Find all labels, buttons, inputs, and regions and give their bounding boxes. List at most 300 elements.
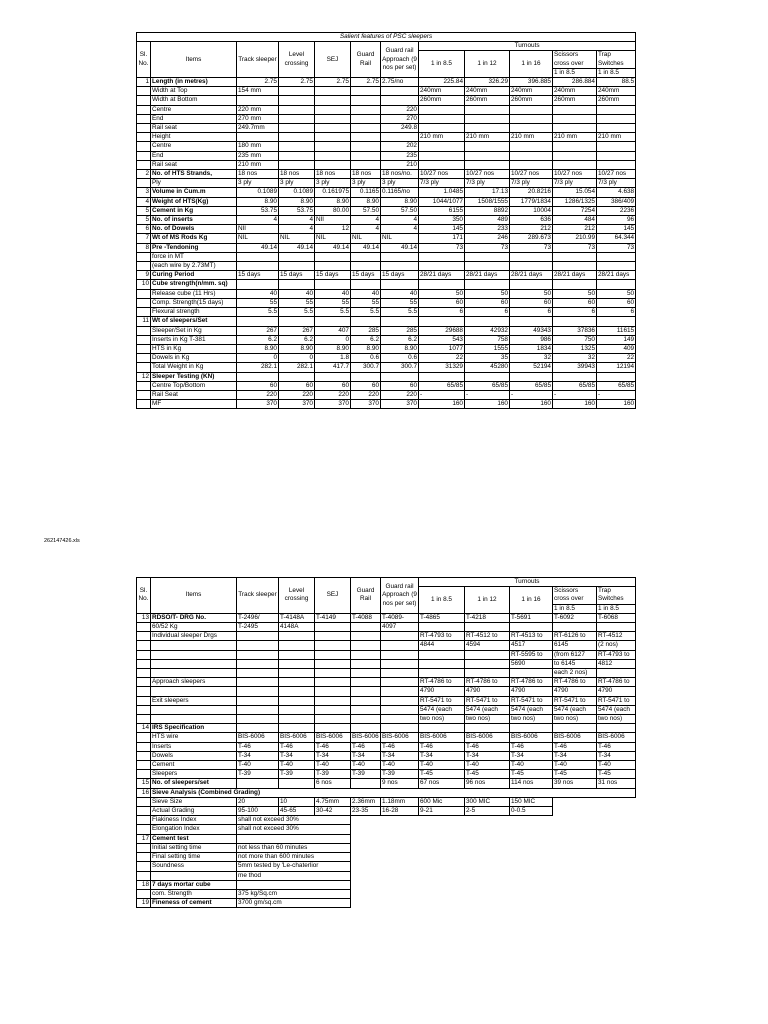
- row-number: [137, 687, 151, 696]
- table-cell: NIL: [351, 234, 381, 243]
- table-cell: 267: [279, 326, 315, 335]
- table-cell: T-45: [510, 770, 553, 779]
- table-cell: 57.50: [351, 206, 381, 215]
- table-cell: T-4149: [315, 613, 351, 622]
- table-cell: 4790: [553, 687, 597, 696]
- table-row: [137, 372, 636, 381]
- table-cell: [351, 105, 381, 114]
- row-item-label: Exit sleepers: [151, 696, 237, 705]
- table-cell: 8.90: [351, 344, 381, 353]
- table-cell: 49.14: [381, 243, 419, 252]
- header-guard-rail-approach: Guard rail Approach (9 nos per set): [381, 578, 419, 614]
- table-cell: [315, 105, 351, 114]
- header-trap-switches: Trap Switches: [597, 587, 636, 604]
- header-scissors-sub: 1 in 8.5: [553, 604, 597, 613]
- table-cell: [279, 252, 315, 261]
- table-cell: 40: [237, 289, 279, 298]
- table-cell: T-39: [381, 770, 419, 779]
- table-cell: [597, 160, 636, 169]
- header-track-sleeper: Track sleeper: [237, 42, 279, 78]
- table-cell: 220: [381, 390, 419, 399]
- table-cell: T-46: [237, 742, 279, 751]
- table-cell: 260mm: [465, 96, 510, 105]
- table-cell: 49343: [510, 326, 553, 335]
- table-cell: [351, 262, 381, 271]
- table-cell: 386/409: [597, 197, 636, 206]
- header-sej: SEJ: [315, 578, 351, 614]
- table-cell: T-4089-: [381, 613, 419, 622]
- table-cell: [351, 623, 381, 632]
- table-cell: 758: [465, 335, 510, 344]
- row-number: [137, 797, 151, 806]
- table-cell: T-39: [237, 770, 279, 779]
- row-item-label: [151, 871, 237, 880]
- row-number: [137, 96, 151, 105]
- table-row: [137, 197, 636, 206]
- row-number: [137, 114, 151, 123]
- table-cell: [597, 669, 636, 678]
- table-cell: 12194: [597, 363, 636, 372]
- table-cell: T-40: [510, 761, 553, 770]
- table-cell: 8.90: [279, 197, 315, 206]
- table-cell: [279, 151, 315, 160]
- row-number: 13: [137, 613, 151, 622]
- table-cell: -: [419, 390, 465, 399]
- row-number: [137, 87, 151, 96]
- table-cell: [465, 252, 510, 261]
- table-cell: RT-5471 to: [553, 696, 597, 705]
- table-cell: [465, 669, 510, 678]
- table-cell: 0-0.5: [510, 807, 553, 816]
- row-item-label: MF: [151, 400, 237, 409]
- table-cell: [279, 262, 315, 271]
- table-cell: 50: [510, 289, 553, 298]
- row-item-label: Wt of sleepers/Set: [151, 317, 237, 326]
- table-2: [136, 577, 636, 908]
- table-cell: 286.884: [553, 78, 597, 87]
- table-cell: [351, 317, 381, 326]
- table-cell: [381, 372, 419, 381]
- table-cell: T-34: [237, 751, 279, 760]
- table-cell: 37836: [553, 326, 597, 335]
- table-cell: 28/21 days: [553, 271, 597, 280]
- table-cell: 225.84: [419, 78, 465, 87]
- table-cell: [419, 280, 465, 289]
- row-item-label: Height: [151, 133, 237, 142]
- table-cell: [597, 280, 636, 289]
- row-number: [137, 344, 151, 353]
- row-item-label: Wt of MS Rods Kg: [151, 234, 237, 243]
- table-row: [137, 724, 636, 733]
- row-item-label: No. of sleepers/set: [151, 779, 237, 788]
- table-cell: T-4865: [419, 613, 465, 622]
- table-cell: [351, 372, 381, 381]
- table-cell: [351, 632, 381, 641]
- table-cell: 8892: [465, 206, 510, 215]
- table-cell: 40: [381, 289, 419, 298]
- table-cell: 53.75: [279, 206, 315, 215]
- table-row: [137, 151, 636, 160]
- table-row: [137, 733, 636, 742]
- row-number: [137, 678, 151, 687]
- row-item-label: Weight of HTS(Kg): [151, 197, 237, 206]
- table-cell: [597, 317, 636, 326]
- table-cell: T-40: [279, 761, 315, 770]
- table-row: [137, 243, 636, 252]
- row-item-label: Comp. Strength(15 days): [151, 298, 237, 307]
- table-cell: [510, 151, 553, 160]
- table-row: [137, 400, 636, 409]
- table-cell: 4: [381, 225, 419, 234]
- header-trap-sub: 1 in 8.5: [597, 604, 636, 613]
- row-number: [137, 853, 151, 862]
- table-cell: 370: [237, 400, 279, 409]
- table-cell: NIL: [279, 234, 315, 243]
- row-number: [137, 871, 151, 880]
- empty-cell: [351, 889, 636, 898]
- table-cell: 65/85: [465, 381, 510, 390]
- table-cell: 370: [351, 400, 381, 409]
- table-cell: [553, 114, 597, 123]
- table-cell: 543: [419, 335, 465, 344]
- table-cell: T-40: [465, 761, 510, 770]
- table-cell: [510, 252, 553, 261]
- row-number: [137, 298, 151, 307]
- table-cell: [381, 687, 419, 696]
- salient-features-table: [136, 32, 635, 409]
- row-number: 19: [137, 899, 151, 908]
- table-cell: [351, 705, 381, 714]
- table-cell: [237, 133, 279, 142]
- table-cell: [553, 252, 597, 261]
- table-cell: 220 mm: [237, 105, 279, 114]
- header-1-in-16: 1 in 16: [510, 51, 553, 78]
- table-cell: [279, 632, 315, 641]
- row-item-label: Width at Bottom: [151, 96, 237, 105]
- table-cell: [279, 687, 315, 696]
- table-cell: [553, 372, 597, 381]
- table-cell: T-34: [381, 751, 419, 760]
- table-cell: 5.5: [279, 308, 315, 317]
- row-item-label: RDSO/T- DRG No.: [151, 613, 237, 622]
- table-cell: T-6068: [597, 613, 636, 622]
- table-cell: 57.50: [381, 206, 419, 215]
- table-cell: 73: [419, 243, 465, 252]
- table-cell: 409: [597, 344, 636, 353]
- table-cell: RT-4793 to: [419, 632, 465, 641]
- table-cell: 5mm tested by 'Le-chaterlior: [237, 862, 351, 871]
- table-cell: [315, 696, 351, 705]
- row-number: [137, 400, 151, 409]
- table-cell: T-2495: [237, 623, 279, 632]
- table-cell: T-40: [315, 761, 351, 770]
- table-cell: T-40: [419, 761, 465, 770]
- table-cell: [315, 623, 351, 632]
- table-cell: 0: [315, 335, 351, 344]
- empty-cell: [351, 880, 636, 889]
- table-row: [137, 696, 636, 705]
- header-1-in-8-5: 1 in 8.5: [419, 51, 465, 78]
- row-item-label: Elongation Index: [151, 825, 237, 834]
- table-cell: shall not exceed 30%: [237, 825, 351, 834]
- table-cell: [381, 650, 419, 659]
- table-cell: [315, 262, 351, 271]
- table-cell: 22: [419, 354, 465, 363]
- table-cell: 40: [279, 289, 315, 298]
- table-cell: 636: [510, 216, 553, 225]
- table-cell: 45-65: [279, 807, 315, 816]
- row-item-label: Cement: [151, 761, 237, 770]
- table-cell: BIS-6006: [510, 733, 553, 742]
- table-row: [137, 715, 636, 724]
- row-number: 6: [137, 225, 151, 234]
- table-row: [137, 761, 636, 770]
- header-guard-rail: Guard Rail: [351, 578, 381, 614]
- table-cell: NIL: [315, 234, 351, 243]
- row-item-label: Sieve Analysis (Combined Grading): [151, 788, 636, 797]
- table-cell: 4790: [465, 687, 510, 696]
- table-cell: -: [597, 390, 636, 399]
- table-cell: 6: [419, 308, 465, 317]
- table-cell: [279, 87, 315, 96]
- table-cell: [351, 724, 381, 733]
- table-cell: 1555: [465, 344, 510, 353]
- table-cell: 11615: [597, 326, 636, 335]
- row-number: 3: [137, 188, 151, 197]
- table-cell: 5474 (each: [510, 705, 553, 714]
- row-item-label: No. of Dowels: [151, 225, 237, 234]
- table-cell: 40: [351, 289, 381, 298]
- table-row: [137, 206, 636, 215]
- table-cell: [315, 133, 351, 142]
- table-cell: [381, 678, 419, 687]
- row-item-label: Dowels in Kg: [151, 354, 237, 363]
- table-cell: RT-5471 to: [465, 696, 510, 705]
- table-cell: [465, 114, 510, 123]
- table-cell: 10/27 nos: [465, 170, 510, 179]
- table-cell: [381, 133, 419, 142]
- empty-cell: [351, 825, 636, 834]
- table-cell: [279, 641, 315, 650]
- table-cell: T-4088: [351, 613, 381, 622]
- table-cell: [553, 124, 597, 133]
- table-cell: 10/27 nos: [419, 170, 465, 179]
- table-cell: 1325: [553, 344, 597, 353]
- table-cell: T-46: [553, 742, 597, 751]
- table-row: [137, 659, 636, 668]
- table-cell: 326.29: [465, 78, 510, 87]
- table-cell: 15 days: [237, 271, 279, 280]
- table-cell: [237, 252, 279, 261]
- table-row: [137, 650, 636, 659]
- table-cell: [419, 262, 465, 271]
- table-cell: 233: [465, 225, 510, 234]
- row-item-label: com. Strength: [151, 889, 237, 898]
- table-cell: 4790: [597, 687, 636, 696]
- table-cell: T-34: [351, 751, 381, 760]
- table-cell: 407: [315, 326, 351, 335]
- table-cell: 212: [553, 225, 597, 234]
- empty-cell: [351, 853, 636, 862]
- row-number: [137, 807, 151, 816]
- table-cell: [351, 252, 381, 261]
- row-item-label: Length (in metres): [151, 78, 237, 87]
- table-cell: 18 nos: [315, 170, 351, 179]
- table-cell: 220: [237, 390, 279, 399]
- header-items: Items: [151, 42, 237, 78]
- row-item-label: Centre: [151, 142, 237, 151]
- table-cell: 289.673: [510, 234, 553, 243]
- table-cell: 249.8: [381, 124, 419, 133]
- row-number: 14: [137, 724, 151, 733]
- table-cell: T-46: [351, 742, 381, 751]
- row-number: [137, 650, 151, 659]
- table-1-body: [137, 78, 636, 409]
- table-cell: 1834: [510, 344, 553, 353]
- table-cell: [381, 280, 419, 289]
- row-item-label: Curing Period: [151, 271, 237, 280]
- row-item-label: End: [151, 151, 237, 160]
- table-cell: [510, 372, 553, 381]
- table-cell: [419, 317, 465, 326]
- table-cell: 28/21 days: [419, 271, 465, 280]
- table-row: [137, 381, 636, 390]
- table-cell: [351, 124, 381, 133]
- table-cell: [315, 669, 351, 678]
- table-cell: BIS-6006: [553, 733, 597, 742]
- row-item-label: [151, 641, 237, 650]
- table-cell: 210 mm: [419, 133, 465, 142]
- table-cell: 65/85: [553, 381, 597, 390]
- table-cell: 4790: [510, 687, 553, 696]
- table-cell: 210 mm: [510, 133, 553, 142]
- table-cell: [315, 96, 351, 105]
- table-row: [137, 87, 636, 96]
- table-cell: [237, 641, 279, 650]
- table-cell: [279, 96, 315, 105]
- table-cell: T-45: [419, 770, 465, 779]
- table-cell: 350: [419, 216, 465, 225]
- table-cell: [351, 280, 381, 289]
- table-cell: [279, 715, 315, 724]
- table-cell: [597, 372, 636, 381]
- row-item-label: Volume in Cum.m: [151, 188, 237, 197]
- table-cell: T-40: [553, 761, 597, 770]
- table-cell: 15 days: [351, 271, 381, 280]
- table-cell: 49.14: [237, 243, 279, 252]
- table-cell: 180 mm: [237, 142, 279, 151]
- table-cell: 220: [381, 105, 419, 114]
- row-item-label: Inserts in Kg T-381: [151, 335, 237, 344]
- table-cell: 240mm: [597, 87, 636, 96]
- table-row: [137, 179, 636, 188]
- row-item-label: Soundness: [151, 862, 237, 871]
- table-cell: 88.5: [597, 78, 636, 87]
- table-cell: T-40: [237, 761, 279, 770]
- table-cell: 160: [510, 400, 553, 409]
- table-cell: [553, 142, 597, 151]
- table-cell: shall not exceed 30%: [237, 816, 351, 825]
- row-number: [137, 761, 151, 770]
- table-cell: 4517: [510, 641, 553, 650]
- table-cell: 210 mm: [597, 133, 636, 142]
- table-cell: 282.1: [279, 363, 315, 372]
- table-cell: 10/27 nos: [553, 170, 597, 179]
- table-cell: [553, 280, 597, 289]
- table-cell: [279, 650, 315, 659]
- row-number: 17: [137, 834, 151, 843]
- table-cell: [419, 372, 465, 381]
- table-cell: [315, 252, 351, 261]
- table-cell: 212: [510, 225, 553, 234]
- table-cell: T-46: [597, 742, 636, 751]
- specifications-table: [136, 577, 635, 908]
- table-cell: 202: [381, 142, 419, 151]
- table-row: [137, 124, 636, 133]
- table-cell: 5.5: [315, 308, 351, 317]
- row-number: [137, 632, 151, 641]
- table-cell: [237, 724, 279, 733]
- row-number: [137, 751, 151, 760]
- table-cell: [465, 105, 510, 114]
- row-item-label: [151, 687, 237, 696]
- table-cell: [237, 678, 279, 687]
- table-cell: 260mm: [597, 96, 636, 105]
- table-cell: T-34: [279, 751, 315, 760]
- table-cell: 285: [381, 326, 419, 335]
- row-number: 4: [137, 197, 151, 206]
- header-trap-switches: Trap Switches: [597, 51, 636, 68]
- row-number: [137, 133, 151, 142]
- table-cell: 1286/1325: [553, 197, 597, 206]
- table-cell: 986: [510, 335, 553, 344]
- table-cell: T-46: [279, 742, 315, 751]
- row-number: [137, 669, 151, 678]
- table-cell: 300.7: [381, 363, 419, 372]
- table-cell: 5474 (each: [419, 705, 465, 714]
- header-sej: SEJ: [315, 42, 351, 78]
- table-cell: 4: [351, 225, 381, 234]
- table-cell: 8.90: [381, 197, 419, 206]
- table-cell: RT-4786 to: [419, 678, 465, 687]
- table-row: [137, 308, 636, 317]
- table-cell: [597, 142, 636, 151]
- table-row: [137, 234, 636, 243]
- table-cell: [351, 160, 381, 169]
- table-cell: [315, 124, 351, 133]
- table-cell: 154 mm: [237, 87, 279, 96]
- table-cell: 1779/1834: [510, 197, 553, 206]
- table-cell: 28/21 days: [465, 271, 510, 280]
- table-cell: 35: [465, 354, 510, 363]
- table-cell: T-5691: [510, 613, 553, 622]
- table-cell: [465, 623, 510, 632]
- table-cell: 8.90: [279, 344, 315, 353]
- table-cell: 7/3 ply: [465, 179, 510, 188]
- table-cell: [237, 880, 351, 889]
- table-row: [137, 262, 636, 271]
- empty-cell: [351, 871, 636, 880]
- table-cell: 20.8216: [510, 188, 553, 197]
- table-cell: [510, 317, 553, 326]
- row-item-label: Sieve Size: [151, 797, 237, 806]
- table-cell: RT-4786 to: [510, 678, 553, 687]
- table-cell: [465, 142, 510, 151]
- row-number: 2: [137, 170, 151, 179]
- table-cell: BIS-6006: [315, 733, 351, 742]
- table-cell: 18 nos: [237, 170, 279, 179]
- table-cell: [465, 724, 510, 733]
